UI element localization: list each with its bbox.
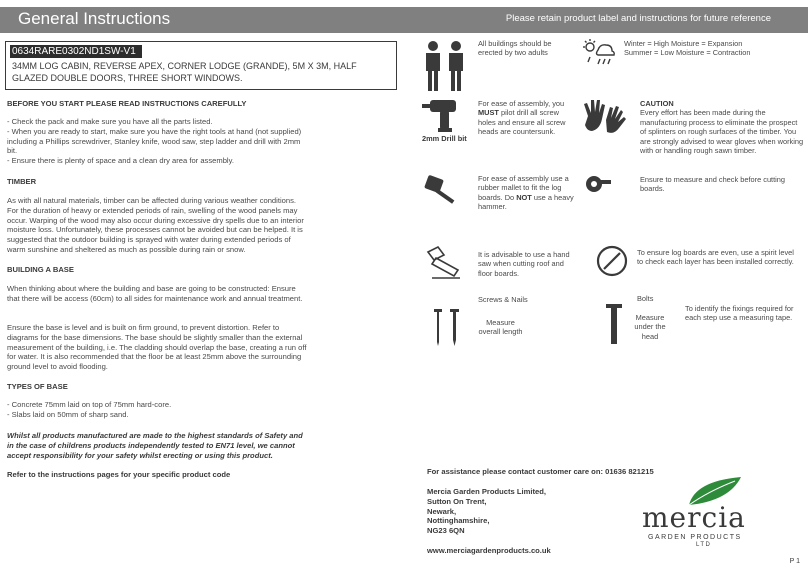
logo-sub2: LTD — [696, 542, 712, 548]
two-people-icon — [420, 40, 470, 92]
caution-block — [640, 99, 805, 155]
drill-bit-label: 2mm Drill bit — [422, 134, 467, 143]
mercia-logo — [640, 475, 775, 550]
logo-brand: mercia — [642, 501, 746, 534]
page-header — [0, 7, 808, 33]
drill-text-post: pilot drill all screw holes and ensure all screw heads are countersunk. — [478, 108, 566, 137]
timber-text: As with all natural materials, timber can be affected during various weather conditions. For the duration of heavy or extended periods of rain, swelling of the wood panels may occur. Warping of the wood may also occur during excessive dry spells due to an interior moisture loss. Unfortunately, these processes cannot be avoided but can be helped. It is suggested that the outdoor building is sprayed with water during extended periods of warm sunshine and sheltered as much as possible during rain or snow. — [7, 196, 304, 254]
weather-text — [624, 39, 804, 58]
types-line: - Concrete 75mm laid on top of 75mm hard-core. — [7, 400, 172, 409]
caution-text: Every effort has been made during the manufacturing process to eliminate the prospect of splinters on rough surfaces of the timber. You are strongly advised to wear gloves when working with or handling rough sawn timber. — [640, 108, 804, 156]
website-link[interactable]: www.merciagardenproducts.co.uk — [427, 546, 551, 555]
mallet-text-not: NOT — [516, 192, 532, 202]
gloves-icon — [582, 98, 628, 140]
address-line: Mercia Garden Products Limited, — [427, 487, 546, 496]
address-line: NG23 6QN — [427, 526, 465, 536]
screw-nail-icon — [430, 307, 464, 349]
drill-text-must: MUST — [478, 108, 499, 118]
measure-text: Ensure to measure and check before cutting boards. — [640, 175, 786, 194]
bolts-label: Bolts — [637, 294, 654, 303]
base-text-2: Ensure the base is level and is built on firm ground, to prevent distortion. Refer to diagrams for the base dimensions. The base should be slightly smaller than the external measurement of the building, i.e. The cladding should overlap the base, creating a run off for water. It is also recommended that the floor be at least 25mm above the surrounding ground level to avoid flooding. — [7, 323, 307, 372]
page-title: General Instructions — [18, 9, 171, 28]
before-line: - When you are ready to start, make sure you have the right tools at hand (not supplied) including a Phillips screwdriver, Stanley knife, wood saw, step ladder and drill with 2mm bit. — [7, 126, 302, 156]
base-heading: BUILDING A BASE — [7, 265, 74, 274]
company-address — [427, 487, 546, 536]
tape-measure-icon — [584, 174, 612, 194]
saw-text: It is advisable to use a hand saw when cutting roof and floor boards. — [478, 250, 570, 278]
weather-line-winter: Winter = High Moisture = Expansion — [624, 39, 743, 48]
header-note: Please retain product label and instructions for future reference — [505, 13, 771, 24]
before-list — [7, 117, 307, 166]
safety-disclaimer: Whilst all products manufactured are made to the highest standards of Safety and in the case of childrens products independently tested to EN71 level, we cannot accept responsibility for your safety whilst erecting or using this product. — [7, 431, 303, 460]
before-line: - Ensure there is plenty of space and a clean dry area for assembly. — [7, 156, 234, 166]
before-heading: BEFORE YOU START PLEASE READ INSTRUCTIONS CAREFULLY — [7, 99, 247, 108]
screws-label: Screws & Nails — [478, 295, 528, 304]
drill-icon — [420, 98, 466, 134]
bolts-measure: Measure under the head — [634, 313, 666, 341]
bolt-icon — [604, 302, 624, 346]
fixings-text: To identify the fixings required for each step use a measuring tape. — [685, 304, 794, 323]
types-heading: TYPES OF BASE — [7, 382, 68, 391]
types-list — [7, 400, 307, 420]
product-code: 0634RARE0302ND1SW-V1 — [10, 45, 142, 58]
spirit-level-icon — [595, 244, 629, 278]
product-box — [5, 41, 397, 90]
drill-text — [478, 99, 573, 137]
level-text: To ensure log boards are even, use a spirit level to check each layer has been installed correctly. — [637, 248, 794, 267]
refer-note: Refer to the instructions pages for your specific product code — [7, 470, 231, 479]
caution-heading: CAUTION — [640, 99, 674, 108]
timber-heading: TIMBER — [7, 177, 37, 186]
mallet-text — [478, 174, 578, 212]
base-text-1: When thinking about where the building and base are going to be constructed: Ensure that there will be access (60cm) to all sides for maintenance work and annual treatment. — [7, 284, 303, 303]
page-number: P 1 — [789, 558, 800, 565]
mallet-text-pre: For ease of assembly use a rubber mallet to fit the log boards. Do — [478, 174, 569, 202]
types-line: - Slabs laid on 50mm of sharp sand. — [7, 409, 129, 419]
customer-care: For assistance please contact customer care on: 01636 821215 — [427, 467, 654, 476]
mallet-icon — [422, 175, 462, 209]
hand-saw-icon — [424, 244, 464, 282]
two-adults-text: All buildings should be erected by two adults — [478, 39, 552, 58]
weather-icon — [582, 38, 616, 68]
address-line: Newark, — [427, 506, 457, 516]
logo-sub1: GARDEN PRODUCTS — [648, 534, 742, 541]
address-line: Sutton On Trent, — [427, 496, 487, 506]
address-line: Nottinghamshire, — [427, 516, 490, 526]
product-description: 34MM LOG CABIN, REVERSE APEX, CORNER LODGE (GRANDE), 5M X 3M, HALF GLAZED DOUBLE DOORS, THREE SHORT WINDOWS. — [12, 61, 357, 83]
weather-line-summer: Summer = Low Moisture = Contraction — [624, 48, 751, 58]
drill-text-pre: For ease of assembly, you — [478, 99, 565, 108]
mallet-text-post: use a heavy hammer. — [478, 192, 574, 212]
screws-measure: Measure overall length — [478, 318, 523, 337]
before-line: - Check the pack and make sure you have all the parts listed. — [7, 117, 213, 126]
